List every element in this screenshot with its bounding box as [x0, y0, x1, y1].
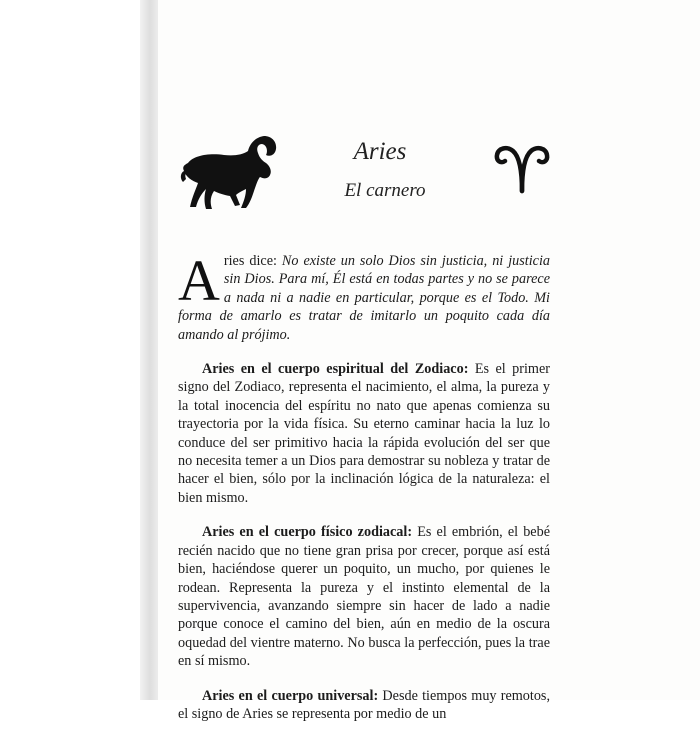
section-body: Es el primer signo del Zodiaco, representa el nacimiento, el alma, la pureza y la total inocencia del espíritu no nato que apenas comienza su trayectoria por la vida física. Su eterno caminar hacia la luz lo conduce del ser primitivo hacia la rápida evolución del ser que no necesita temer a un Dios para demostrar su nobleza y tratar de hacer el bien, sólo por la inclinación lógica de la naturaleza: el bien mismo.	[178, 361, 550, 506]
page-subtitle: El carnero	[344, 180, 426, 201]
section-paragraph	[178, 687, 550, 724]
page-gutter	[0, 0, 140, 700]
section-heading: Aries en el cuerpo espiritual del Zodiaco:	[202, 361, 469, 378]
intro-paragraph	[178, 248, 550, 344]
section-paragraph	[178, 523, 550, 670]
aries-symbol-icon	[493, 143, 551, 193]
section-paragraph	[178, 360, 550, 507]
intro-quote: No existe un solo Dios sin justicia, ni justicia sin Dios. Para mí, Él está en todas partes y no se parece a nada ni a nadie en particular, porque es el Todo. Mi forma de amarlo es tratar de imitarlo un poquito cada día amando al prójimo.	[178, 253, 550, 343]
intro-lead: ries dice:	[223, 253, 282, 269]
section-heading: Aries en el cuerpo físico zodiacal:	[202, 524, 413, 541]
ram-silhouette-icon	[180, 133, 278, 213]
section-body: Desde tiempos muy remotos, el signo de Aries se representa por medio de un	[178, 687, 551, 722]
book-spine-shadow	[140, 0, 158, 700]
section-body: Es el embrión, el bebé recién nacido que no tiene gran prisa por crecer, porque así está bien, haciéndose querer un poquito, un mucho, por quienes le rodean. Representa la pureza y el instinto elemental de la supervivencia, avanzando siempre sin hacer de lado a nadie porque conoce el camino del bien, aún en medio de la oscura oquedad del vientre materno. No busca la perfección, pues la trae en sí mismo.	[178, 524, 551, 670]
drop-cap: A	[178, 248, 220, 313]
body-text	[178, 248, 551, 739]
page-title: Aries	[353, 138, 407, 165]
section-heading: Aries en el cuerpo universal:	[202, 687, 379, 704]
